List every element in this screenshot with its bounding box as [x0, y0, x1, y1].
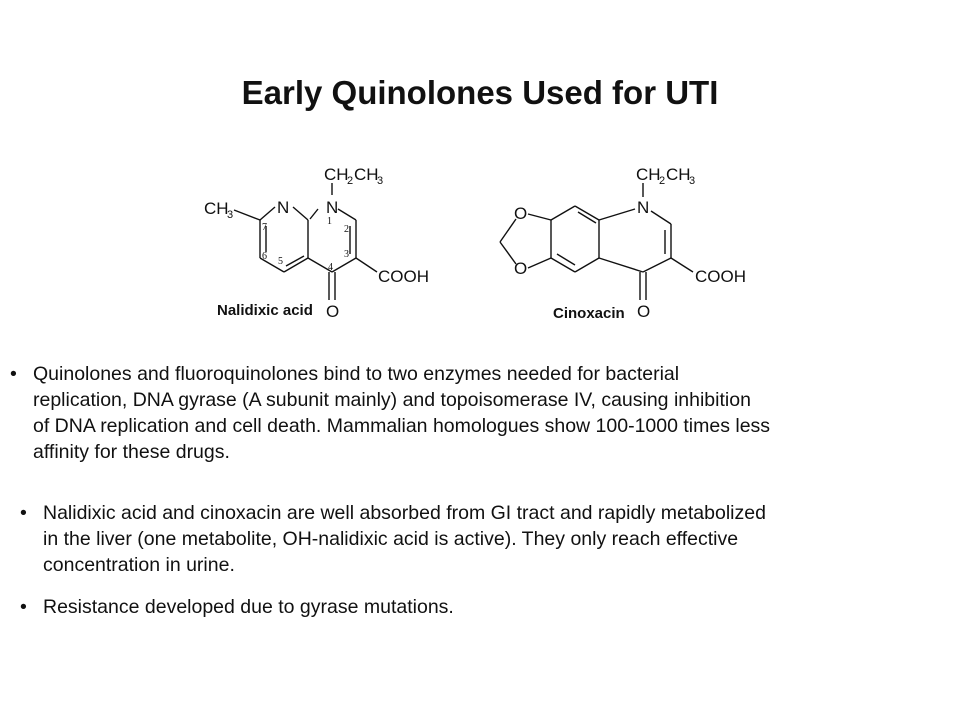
cinoxacin-o-top: O — [514, 204, 528, 223]
bullet-absorption — [43, 500, 766, 578]
bullet-line: of DNA replication and cell death. Mammalian homologues show 100-1000 times less — [33, 415, 771, 437]
nalidixic-ethyl-sub2: 2 — [347, 175, 354, 187]
cinoxacin-caption: Cinoxacin — [553, 305, 625, 322]
slide-title: Early Quinolones Used for UTI — [241, 74, 719, 111]
bullet-line: concentration in urine. — [43, 554, 235, 576]
cinoxacin-o-bottom: O — [514, 259, 528, 278]
nalidixic-acid-caption: Nalidixic acid — [217, 302, 313, 319]
cinoxacin-ethyl-sub2: 2 — [659, 175, 666, 187]
nalidixic-methyl-sub3: 3 — [227, 209, 234, 221]
bullet-quinolones-mechanism — [33, 361, 770, 465]
nalidixic-ethyl-ch: CH — [324, 165, 349, 184]
cinoxacin-n1: N — [637, 198, 650, 217]
ring-number-5: 5 — [278, 256, 283, 267]
bullet-marker: • — [10, 363, 17, 385]
bullet-line: replication, DNA gyrase (A subunit mainly) and topoisomerase IV, causing inhibition — [33, 389, 751, 411]
nalidixic-ring-n: N — [277, 198, 290, 217]
cinoxacin-labels — [514, 165, 746, 322]
bullet-line: Quinolones and fluoroquinolones bind to two enzymes needed for bacterial — [33, 363, 680, 385]
bullet-line: Resistance developed due to gyrase mutations. — [43, 596, 454, 618]
ring-number-3: 3 — [344, 249, 349, 260]
bullet-line: Nalidixic acid and cinoxacin are well absorbed from GI tract and rapidly metabolized — [43, 502, 766, 524]
bullet-marker: • — [20, 502, 27, 524]
nalidixic-methyl-ch: CH — [204, 199, 229, 218]
bullet-line: in the liver (one metabolite, OH-nalidixic acid is active). They only reach effective — [43, 528, 739, 550]
ring-number-6: 6 — [262, 251, 267, 262]
bullet-line: affinity for these drugs. — [33, 441, 230, 463]
cinoxacin-oxo: O — [637, 302, 651, 321]
cinoxacin-cooh: COOH — [695, 267, 746, 286]
ring-number-4: 4 — [328, 262, 333, 273]
cinoxacin-structure — [500, 183, 693, 300]
nalidixic-acid-labels — [204, 165, 429, 321]
nalidixic-oxo: O — [326, 302, 340, 321]
ring-number-7: 7 — [262, 222, 267, 233]
cinoxacin-ethyl-ch: CH — [636, 165, 661, 184]
nalidixic-ethyl-sub3: 3 — [377, 175, 384, 187]
nalidixic-acid-structure — [234, 183, 377, 300]
ring-number-2: 2 — [344, 224, 349, 235]
nalidixic-n1: N — [326, 198, 339, 217]
cinoxacin-ethyl-ch2: CH — [666, 165, 691, 184]
bullet-resistance — [43, 594, 454, 620]
nalidixic-cooh: COOH — [378, 267, 429, 286]
chemical-structures — [0, 0, 960, 340]
bullet-marker: • — [20, 596, 27, 618]
nalidixic-ethyl-ch2: CH — [354, 165, 379, 184]
cinoxacin-ethyl-sub3: 3 — [689, 175, 696, 187]
ring-number-1: 1 — [327, 216, 332, 227]
